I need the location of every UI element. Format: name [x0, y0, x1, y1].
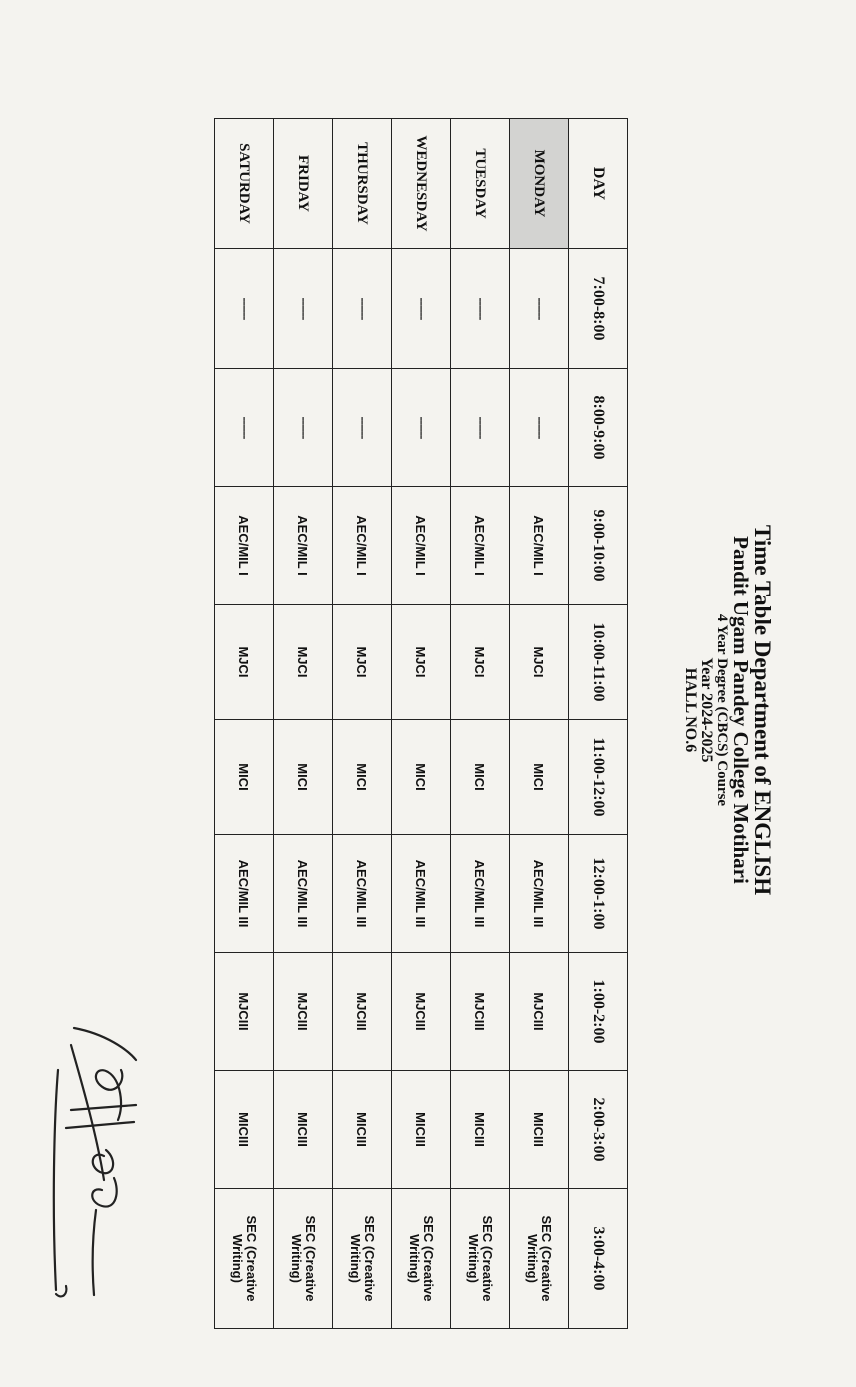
schedule-cell: MICIII	[510, 1071, 569, 1189]
header-slot: 1:00-2:00	[569, 953, 628, 1071]
schedule-cell: AEC/MIL I	[274, 487, 333, 605]
schedule-cell: ------	[215, 249, 274, 369]
page-title: Time Table Department of ENGLISH	[750, 524, 775, 896]
header-row	[569, 119, 628, 1329]
header-day: DAY	[569, 119, 628, 249]
schedule-cell: MICI	[333, 720, 392, 835]
header-slot: 10:00-11:00	[569, 605, 628, 720]
schedule-cell: ------	[274, 369, 333, 487]
schedule-cell: SEC (Creative Writing)	[215, 1189, 274, 1329]
academic-year: Year 2024-2025	[697, 657, 715, 763]
schedule-cell: MICIII	[333, 1071, 392, 1189]
day-cell: WEDNESDAY	[392, 119, 451, 249]
schedule-cell: MJCI	[333, 605, 392, 720]
schedule-cell: SEC (Creative Writing)	[274, 1189, 333, 1329]
course-name: 4 Year Degree (CBCS) Course	[714, 613, 731, 807]
schedule-cell: MJCIII	[333, 953, 392, 1071]
schedule-cell: AEC/MIL III	[510, 835, 569, 953]
schedule-cell: AEC/MIL III	[333, 835, 392, 953]
schedule-cell: ------	[451, 249, 510, 369]
schedule-cell: MJCIII	[451, 953, 510, 1071]
table-row	[333, 119, 392, 1329]
table-row	[510, 119, 569, 1329]
header-slot: 7:00-8:00	[569, 249, 628, 369]
schedule-cell: AEC/MIL I	[510, 487, 569, 605]
schedule-cell: MJCI	[215, 605, 274, 720]
header-slot: 8:00-9:00	[569, 369, 628, 487]
schedule-cell: ------	[510, 249, 569, 369]
table-row	[274, 119, 333, 1329]
table-row	[451, 119, 510, 1329]
header-slot: 3:00-4:00	[569, 1189, 628, 1329]
schedule-cell: MJCIII	[392, 953, 451, 1071]
table-row	[392, 119, 451, 1329]
header-slot: 2:00-3:00	[569, 1071, 628, 1189]
header-slot: 11:00-12:00	[569, 720, 628, 835]
schedule-cell: ------	[392, 369, 451, 487]
schedule-cell: MICI	[274, 720, 333, 835]
schedule-cell: MJCI	[510, 605, 569, 720]
header-slot: 12:00-1:00	[569, 835, 628, 953]
schedule-cell: MICIII	[274, 1071, 333, 1189]
schedule-cell: MJCIII	[510, 953, 569, 1071]
schedule-cell: AEC/MIL I	[392, 487, 451, 605]
schedule-cell: ------	[215, 369, 274, 487]
schedule-cell: AEC/MIL III	[451, 835, 510, 953]
timetable	[214, 118, 628, 1329]
schedule-cell: MJCI	[274, 605, 333, 720]
schedule-cell: ------	[451, 369, 510, 487]
schedule-cell: MJCIII	[215, 953, 274, 1071]
document-heading	[681, 330, 774, 1090]
schedule-cell: ------	[333, 249, 392, 369]
schedule-cell: MJCI	[451, 605, 510, 720]
schedule-cell: MICIII	[215, 1071, 274, 1189]
college-name: Pandit Ugam Pandey College Motihari	[728, 536, 753, 884]
schedule-cell: MJCIII	[274, 953, 333, 1071]
handwritten-signature	[36, 1010, 166, 1310]
schedule-cell: AEC/MIL I	[215, 487, 274, 605]
schedule-cell: AEC/MIL III	[215, 835, 274, 953]
hall-number: HALL NO.6	[681, 667, 699, 753]
schedule-cell: ------	[333, 369, 392, 487]
schedule-cell: MICI	[510, 720, 569, 835]
header-slot: 9:00-10:00	[569, 487, 628, 605]
day-cell: SATURDAY	[215, 119, 274, 249]
schedule-cell: MICI	[451, 720, 510, 835]
schedule-cell: SEC (Creative Writing)	[392, 1189, 451, 1329]
schedule-cell: ------	[510, 369, 569, 487]
schedule-cell: AEC/MIL I	[451, 487, 510, 605]
schedule-cell: AEC/MIL III	[392, 835, 451, 953]
schedule-cell: SEC (Creative Writing)	[451, 1189, 510, 1329]
schedule-cell: MJCI	[392, 605, 451, 720]
day-cell: THURSDAY	[333, 119, 392, 249]
schedule-cell: ------	[392, 249, 451, 369]
schedule-cell: ------	[274, 249, 333, 369]
schedule-cell: AEC/MIL I	[333, 487, 392, 605]
schedule-cell: MICIII	[392, 1071, 451, 1189]
day-cell: TUESDAY	[451, 119, 510, 249]
schedule-cell: SEC (Creative Writing)	[510, 1189, 569, 1329]
day-cell: MONDAY	[510, 119, 569, 249]
schedule-cell: MICI	[215, 720, 274, 835]
schedule-cell: MICIII	[451, 1071, 510, 1189]
day-cell: FRIDAY	[274, 119, 333, 249]
schedule-cell: SEC (Creative Writing)	[333, 1189, 392, 1329]
schedule-cell: AEC/MIL III	[274, 835, 333, 953]
schedule-cell: MICI	[392, 720, 451, 835]
table-row	[215, 119, 274, 1329]
